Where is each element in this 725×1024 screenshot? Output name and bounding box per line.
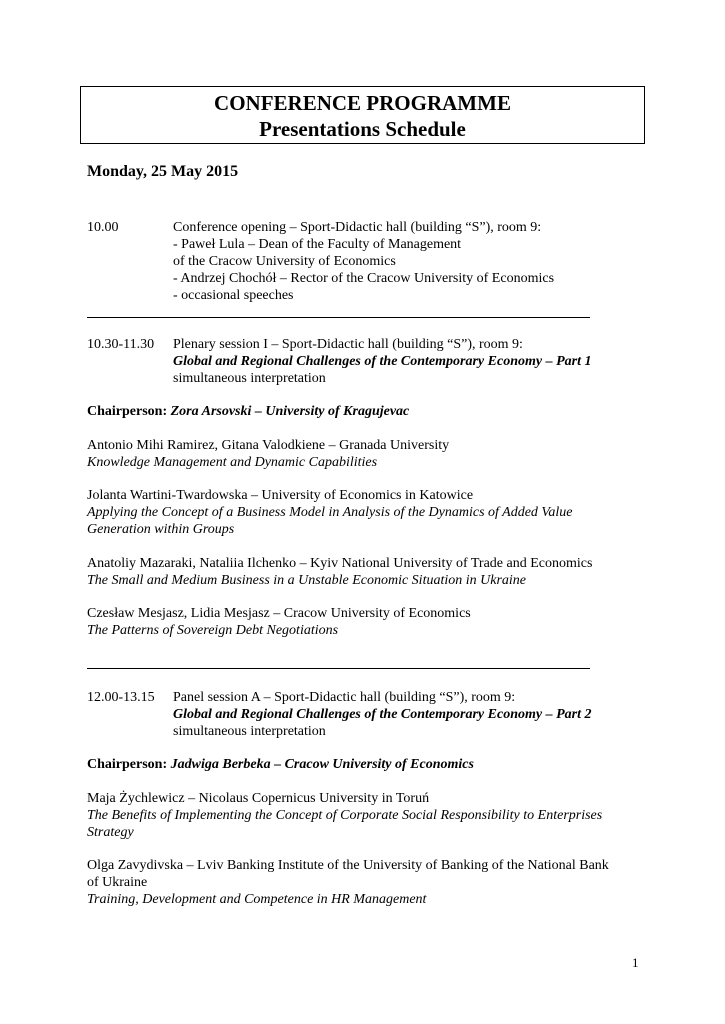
talk-title: The Small and Medium Business in a Unstable Economic Situation in Ukraine [87, 573, 527, 588]
talk-item [87, 555, 647, 589]
plenary-theme: Global and Regional Challenges of the Contemporary Economy – Part 1 [173, 354, 592, 369]
day-heading: Monday, 25 May 2015 [87, 163, 239, 180]
talk-authors: Maja Żychlewicz – Nicolaus Copernicus University in Toruń [87, 791, 430, 806]
panel-chairperson [87, 756, 647, 773]
plenary-chairperson [87, 403, 647, 420]
panel-note: simultaneous interpretation [173, 724, 326, 739]
page-number: 1 [632, 955, 639, 970]
talk-authors: Jolanta Wartini-Twardowska – University of Economics in Katowice [87, 488, 474, 503]
talk-item [87, 487, 647, 538]
talk-authors: Antonio Mihi Ramirez, Gitana Valodkiene – Granada University [87, 438, 450, 453]
talk-title: Training, Development and Competence in HR Management [87, 892, 427, 907]
talk-item [87, 857, 647, 908]
talk-title: Knowledge Management and Dynamic Capabilities [87, 455, 378, 470]
plenary-session-title: Plenary session I – Sport-Didactic hall (building “S”), room 9: [173, 337, 523, 352]
opening-line: - occasional speeches [173, 288, 294, 303]
talk-title: Generation within Groups [87, 522, 235, 537]
chairperson-name: Zora Arsovski – University of Kragujevac [170, 404, 410, 419]
plenary-time: 10.30-11.30 [87, 337, 155, 352]
plenary-note: simultaneous interpretation [173, 371, 326, 386]
talk-title: Strategy [87, 825, 134, 840]
section-divider [87, 668, 590, 669]
programme-title: CONFERENCE PROGRAMME [214, 91, 511, 115]
opening-line: Conference opening – Sport-Didactic hall (building “S”), room 9: [173, 220, 542, 235]
chairperson-label: Chairperson: [87, 404, 168, 419]
chairperson-label: Chairperson: [87, 757, 168, 772]
talk-authors: of Ukraine [87, 875, 148, 890]
panel-description [173, 689, 643, 740]
talk-item [87, 605, 647, 639]
chairperson-name: Jadwiga Berbeka – Cracow University of Economics [170, 757, 474, 772]
opening-time: 10.00 [87, 220, 119, 235]
panel-time: 12.00-13.15 [87, 690, 155, 705]
opening-description [173, 219, 643, 304]
talk-title: The Benefits of Implementing the Concept of Corporate Social Responsibility to Enterprises [87, 808, 603, 823]
talk-title: The Patterns of Sovereign Debt Negotiations [87, 623, 339, 638]
talk-authors: Czesław Mesjasz, Lidia Mesjasz – Cracow University of Economics [87, 606, 471, 621]
panel-session-title: Panel session A – Sport-Didactic hall (building “S”), room 9: [173, 690, 516, 705]
panel-theme: Global and Regional Challenges of the Contemporary Economy – Part 2 [173, 707, 592, 722]
talk-item [87, 790, 647, 841]
talk-authors: Olga Zavydivska – Lviv Banking Institute of the University of Banking of the National Bank [87, 858, 609, 873]
talk-title: Applying the Concept of a Business Model in Analysis of the Dynamics of Added Value [87, 505, 573, 520]
opening-line: - Andrzej Chochół – Rector of the Cracow University of Economics [173, 271, 555, 286]
plenary-description [173, 336, 643, 387]
opening-line: - Paweł Lula – Dean of the Faculty of Management [173, 237, 462, 252]
programme-title-box [80, 86, 645, 144]
opening-line: of the Cracow University of Economics [173, 254, 396, 269]
talk-authors: Anatoliy Mazaraki, Nataliia Ilchenko – Kyiv National University of Trade and Economics [87, 556, 593, 571]
section-divider [87, 317, 590, 318]
talk-item [87, 437, 647, 471]
programme-subtitle: Presentations Schedule [259, 117, 466, 141]
